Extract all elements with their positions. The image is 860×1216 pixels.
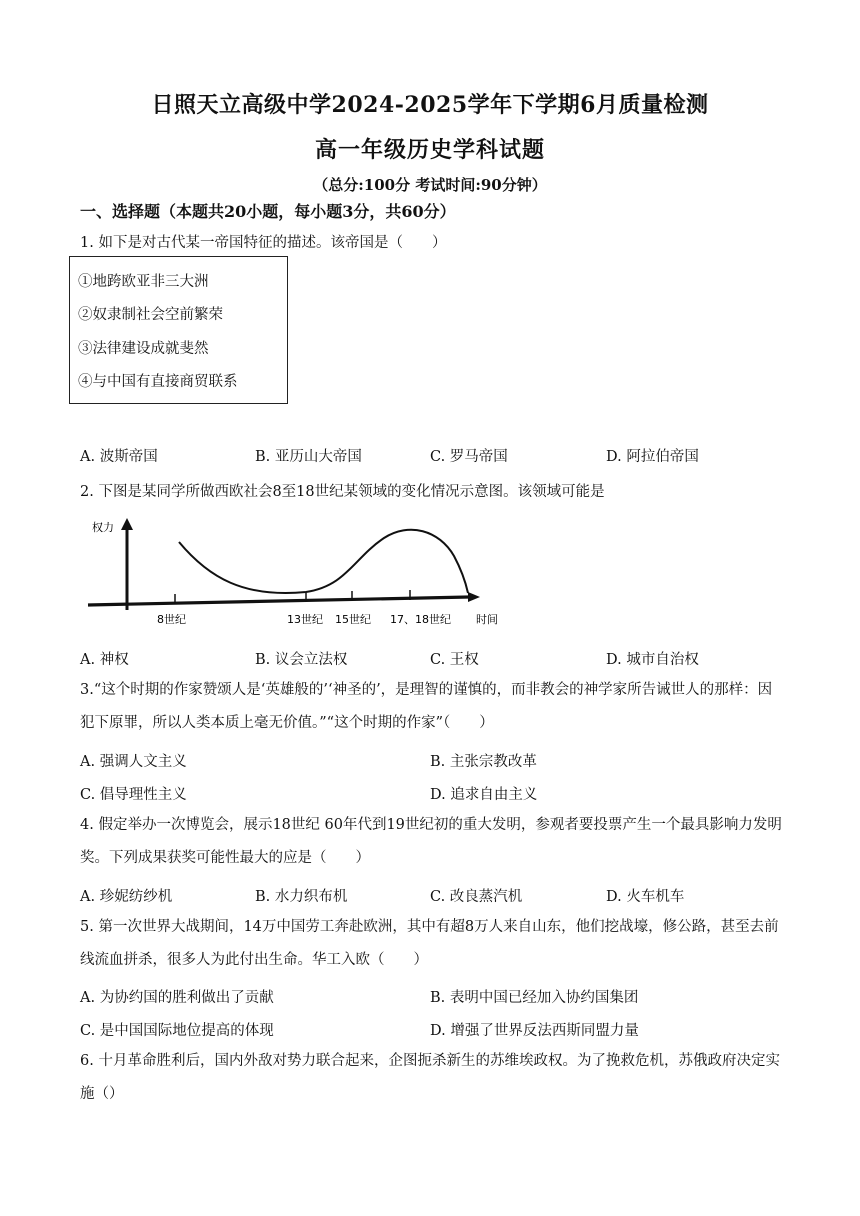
x-axis: [88, 597, 469, 605]
q1-feature-box: [69, 256, 288, 404]
q1-box-item: ④与中国有直接商贸联系: [78, 374, 238, 390]
q3-option-c[interactable]: C. 倡导理性主义: [80, 787, 187, 803]
q1-box-item: ③法律建设成就斐然: [78, 341, 209, 357]
q1-option-c[interactable]: C. 罗马帝国: [430, 449, 508, 465]
y-axis-label: 权力: [92, 521, 114, 534]
q2-option-a[interactable]: A. 神权: [80, 652, 129, 668]
x-tick-label: 15世纪: [335, 613, 371, 626]
q4-option-d[interactable]: D. 火车机车: [606, 889, 685, 905]
q3-option-b[interactable]: B. 主张宗教改革: [430, 754, 537, 770]
q1-stem: 1. 如下是对古代某一帝国特征的描述。该帝国是（ ）: [80, 235, 447, 251]
q4-option-c[interactable]: C. 改良蒸汽机: [430, 889, 523, 905]
x-axis-arrow: [468, 592, 480, 602]
q3-option-a[interactable]: A. 强调人文主义: [80, 754, 187, 770]
q5-option-a[interactable]: A. 为协约国的胜利做出了贡献: [80, 990, 274, 1006]
exam-meta: （总分:100分 考试时间:90分钟）: [313, 176, 547, 194]
q2-option-c[interactable]: C. 王权: [430, 652, 479, 668]
q1-box-item: ①地跨欧亚非三大洲: [78, 274, 209, 290]
q1-box-item: ②奴隶制社会空前繁荣: [78, 307, 223, 323]
q2-option-b[interactable]: B. 议会立法权: [255, 652, 348, 668]
q4-option-a[interactable]: A. 珍妮纺纱机: [80, 889, 173, 905]
q5-stem: 5. 第一次世界大战期间，14万中国劳工奔赴欧洲，其中有超8万人来自山东，他们挖战壕，修公路，甚至去前线流血拼杀，很多人为此付出生命。华工入欧（ ）: [80, 919, 779, 968]
q2-option-d[interactable]: D. 城市自治权: [606, 652, 699, 668]
x-axis-label: 时间: [476, 613, 498, 626]
q3-stem: 3.“这个时期的作家赞颂人是‘英雄般的’‘神圣的’，是理智的谨慎的，而非教会的神学家所告诫世人的那样：因犯下原罪，所以人类本质上毫无价值。”“这个时期的作家”（ ）: [80, 682, 773, 731]
section-title: 一、选择题（本题共20小题，每小题3分，共60分）: [80, 202, 456, 221]
q3-option-d[interactable]: D. 追求自由主义: [430, 787, 538, 803]
q5-option-d[interactable]: D. 增强了世界反法西斯同盟力量: [430, 1023, 639, 1039]
q5-option-c[interactable]: C. 是中国国际地位提高的体现: [80, 1023, 274, 1039]
x-tick-label: 8世纪: [157, 613, 186, 626]
exam-title: 日照天立高级中学2024-2025学年下学期6月质量检测: [151, 92, 709, 118]
q1-option-b[interactable]: B. 亚历山大帝国: [255, 449, 362, 465]
q1-option-d[interactable]: D. 阿拉伯帝国: [606, 449, 699, 465]
q4-option-b[interactable]: B. 水力织布机: [255, 889, 348, 905]
q4-stem: 4. 假定举办一次博览会，展示18世纪 60年代到19世纪初的重大发明，参观者要投票产生一个最具影响力发明奖。下列成果获奖可能性最大的应是（ ）: [80, 817, 782, 866]
q2-power-chart: [84, 516, 504, 634]
q1-option-a[interactable]: A. 波斯帝国: [80, 449, 158, 465]
x-tick-label: 13世纪: [287, 613, 323, 626]
power-curve: [179, 530, 468, 593]
q6-stem: 6. 十月革命胜利后，国内外敌对势力联合起来，企图扼杀新生的苏维埃政权。为了挽救危机，苏俄政府决定实施（）: [80, 1053, 780, 1102]
exam-subtitle: 高一年级历史学科试题: [314, 137, 545, 163]
y-axis-arrow: [121, 518, 133, 530]
x-tick-label: 17、18世纪: [390, 613, 451, 626]
q2-stem: 2. 下图是某同学所做西欧社会8至18世纪某领域的变化情况示意图。该领域可能是: [80, 484, 605, 500]
q5-option-b[interactable]: B. 表明中国已经加入协约国集团: [430, 990, 639, 1006]
